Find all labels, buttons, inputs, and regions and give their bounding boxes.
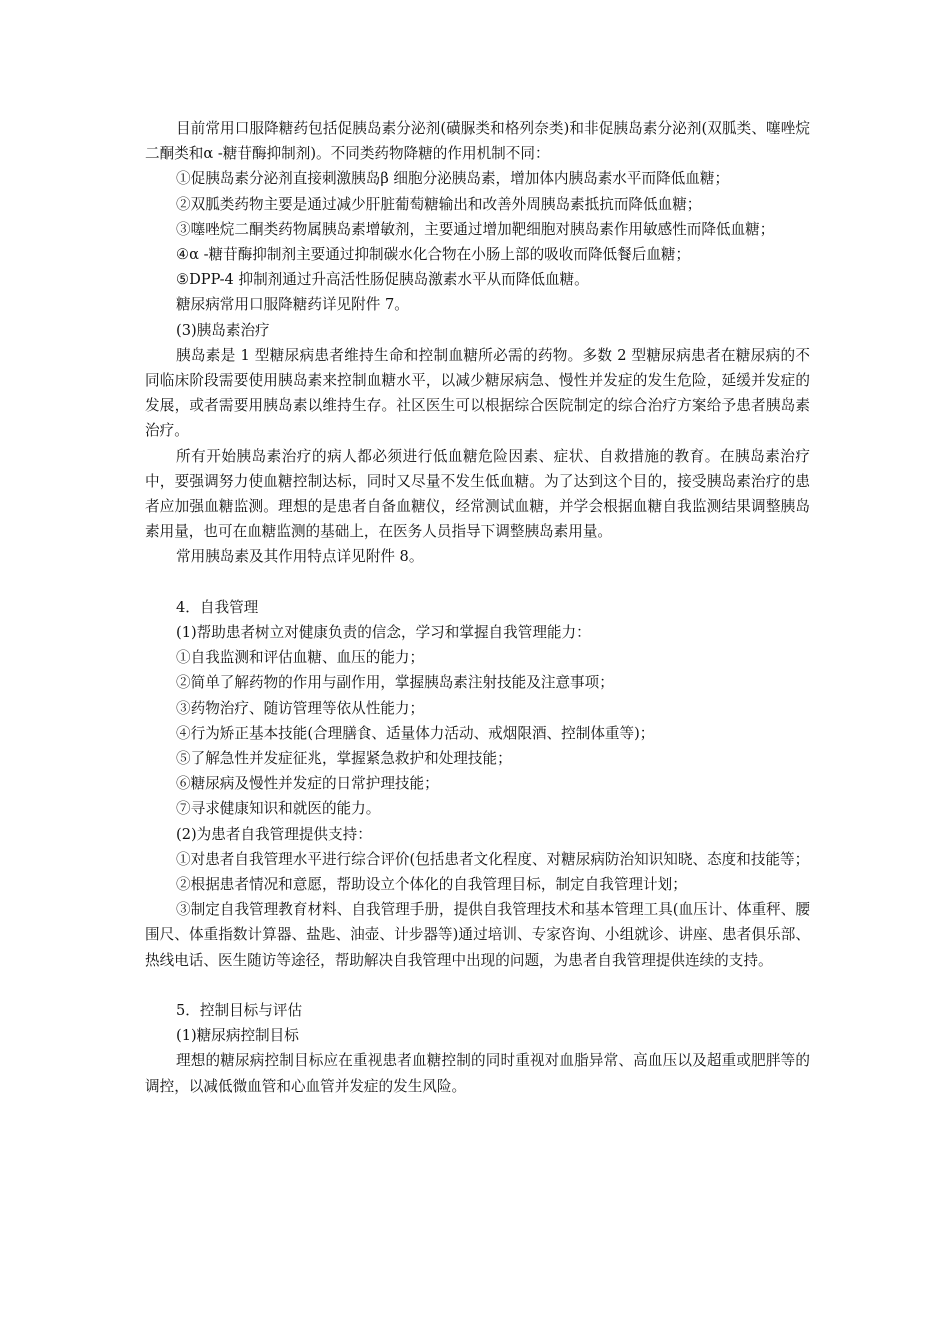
list-item-glucosidase-inhibitors: ④α -糖苷酶抑制剂主要通过抑制碳水化合物在小肠上部的吸收而降低餐后血糖； <box>176 246 691 264</box>
subheading-self-management-abilities: (1)帮助患者树立对健康负责的信念，学习和掌握自我管理能力： <box>176 624 591 642</box>
list-item-acute-complications: ⑤了解急性并发症征兆，掌握紧急救护和处理技能； <box>176 750 512 768</box>
heading-control-targets: 5．控制目标与评估 <box>176 1002 303 1020</box>
paragraph-insulin-education: 所有开始胰岛素治疗的病人都必须进行低血糖危险因素、症状、自救措施的教育。在胰岛素治疗中，要强调努力使血糖控制达标，同时又尽量不发生低血糖。为了达到这个目的，接受胰岛素治疗的患者应加强血糖监测。理想的是患者自备血糖仪，经常测试血糖，并学会根据血糖自我监测结果调整胰岛素用量，也可在血糖监测的基础上，在医务人员指导下调整胰岛素用量。 <box>145 447 810 541</box>
list-item-seeking-care: ⑦寻求健康知识和就医的能力。 <box>176 800 381 818</box>
paragraph-insulin-appendix: 常用胰岛素及其作用特点详见附件 8。 <box>176 548 424 566</box>
list-item-materials-tools: ③制定自我管理教育材料、自我管理手册，提供自我管理技术和基本管理工具(血压计、体重秤、腰围尺、体重指数计算器、盐匙、油壶、计步器等)通过培训、专家咨询、小组就诊、讲座、患者俱乐部、热线电话、医生随访等途径，帮助解决自我管理中出现的问题，为患者自我管理提供连续的支持。 <box>145 901 810 969</box>
heading-self-management: 4．自我管理 <box>176 598 259 616</box>
list-item-self-monitoring: ①自我监测和评估血糖、血压的能力； <box>176 649 425 667</box>
list-item-drug-knowledge: ②简单了解药物的作用与副作用，掌握胰岛素注射技能及注意事项； <box>176 674 614 692</box>
list-item-thiazolidinediones: ③噻唑烷二酮类药物属胰岛素增敏剂，主要通过增加靶细胞对胰岛素作用敏感性而降低血糖； <box>176 220 775 238</box>
blank-line <box>145 570 810 595</box>
subheading-self-management-support: (2)为患者自我管理提供支持： <box>176 825 372 843</box>
list-item-behavior-correction: ④行为矫正基本技能(合理膳食、适量体力活动、戒烟限酒、控制体重等)； <box>176 724 655 742</box>
paragraph-oral-drugs-appendix: 糖尿病常用口服降糖药详见附件 7。 <box>176 296 409 314</box>
subheading-diabetes-control-targets: (1)糖尿病控制目标 <box>176 1027 299 1045</box>
subheading-insulin-therapy: (3)胰岛素治疗 <box>176 321 270 339</box>
list-item-compliance: ③药物治疗、随访管理等依从性能力； <box>176 699 425 717</box>
list-item-secretagogues: ①促胰岛素分泌剂直接刺激胰岛β 细胞分泌胰岛素，增加体内胰岛素水平而降低血糖； <box>176 170 730 188</box>
blank-line <box>145 973 810 998</box>
list-item-biguanides: ②双胍类药物主要是通过减少肝脏葡萄糖输出和改善外周胰岛素抵抗而降低血糖； <box>176 195 702 213</box>
list-item-evaluation: ①对患者自我管理水平进行综合评价(包括患者文化程度、对糖尿病防治知识知晓、态度和技能等； <box>176 850 810 868</box>
list-item-dpp4-inhibitors: ⑤DPP-4 抑制剂通过升高活性肠促胰岛激素水平从而降低血糖。 <box>176 271 589 289</box>
list-item-daily-care: ⑥糖尿病及慢性并发症的日常护理技能； <box>176 775 439 793</box>
document-body <box>145 116 810 1099</box>
list-item-individual-goals: ②根据患者情况和意愿，帮助设立个体化的自我管理目标，制定自我管理计划； <box>176 876 687 894</box>
paragraph-insulin-overview: 胰岛素是 1 型糖尿病患者维持生命和控制血糖所必需的药物。多数 2 型糖尿病患者在糖尿病的不同临床阶段需要使用胰岛素来控制血糖水平，以减少糖尿病急、慢性并发症的发生危险，延缓并发症的发展，或者需要用胰岛素以维持生存。社区医生可以根据综合医院制定的综合治疗方案给予患者胰岛素治疗。 <box>145 346 810 440</box>
paragraph-oral-drugs-intro: 目前常用口服降糖药包括促胰岛素分泌剂(磺脲类和格列奈类)和非促胰岛素分泌剂(双胍类、噻唑烷二酮类和α -糖苷酶抑制剂)。不同类药物降糖的作用机制不同： <box>145 120 810 163</box>
paragraph-ideal-control-target: 理想的糖尿病控制目标应在重视患者血糖控制的同时重视对血脂异常、高血压以及超重或肥胖等的调控，以减低微血管和心血管并发症的发生风险。 <box>145 1052 810 1095</box>
